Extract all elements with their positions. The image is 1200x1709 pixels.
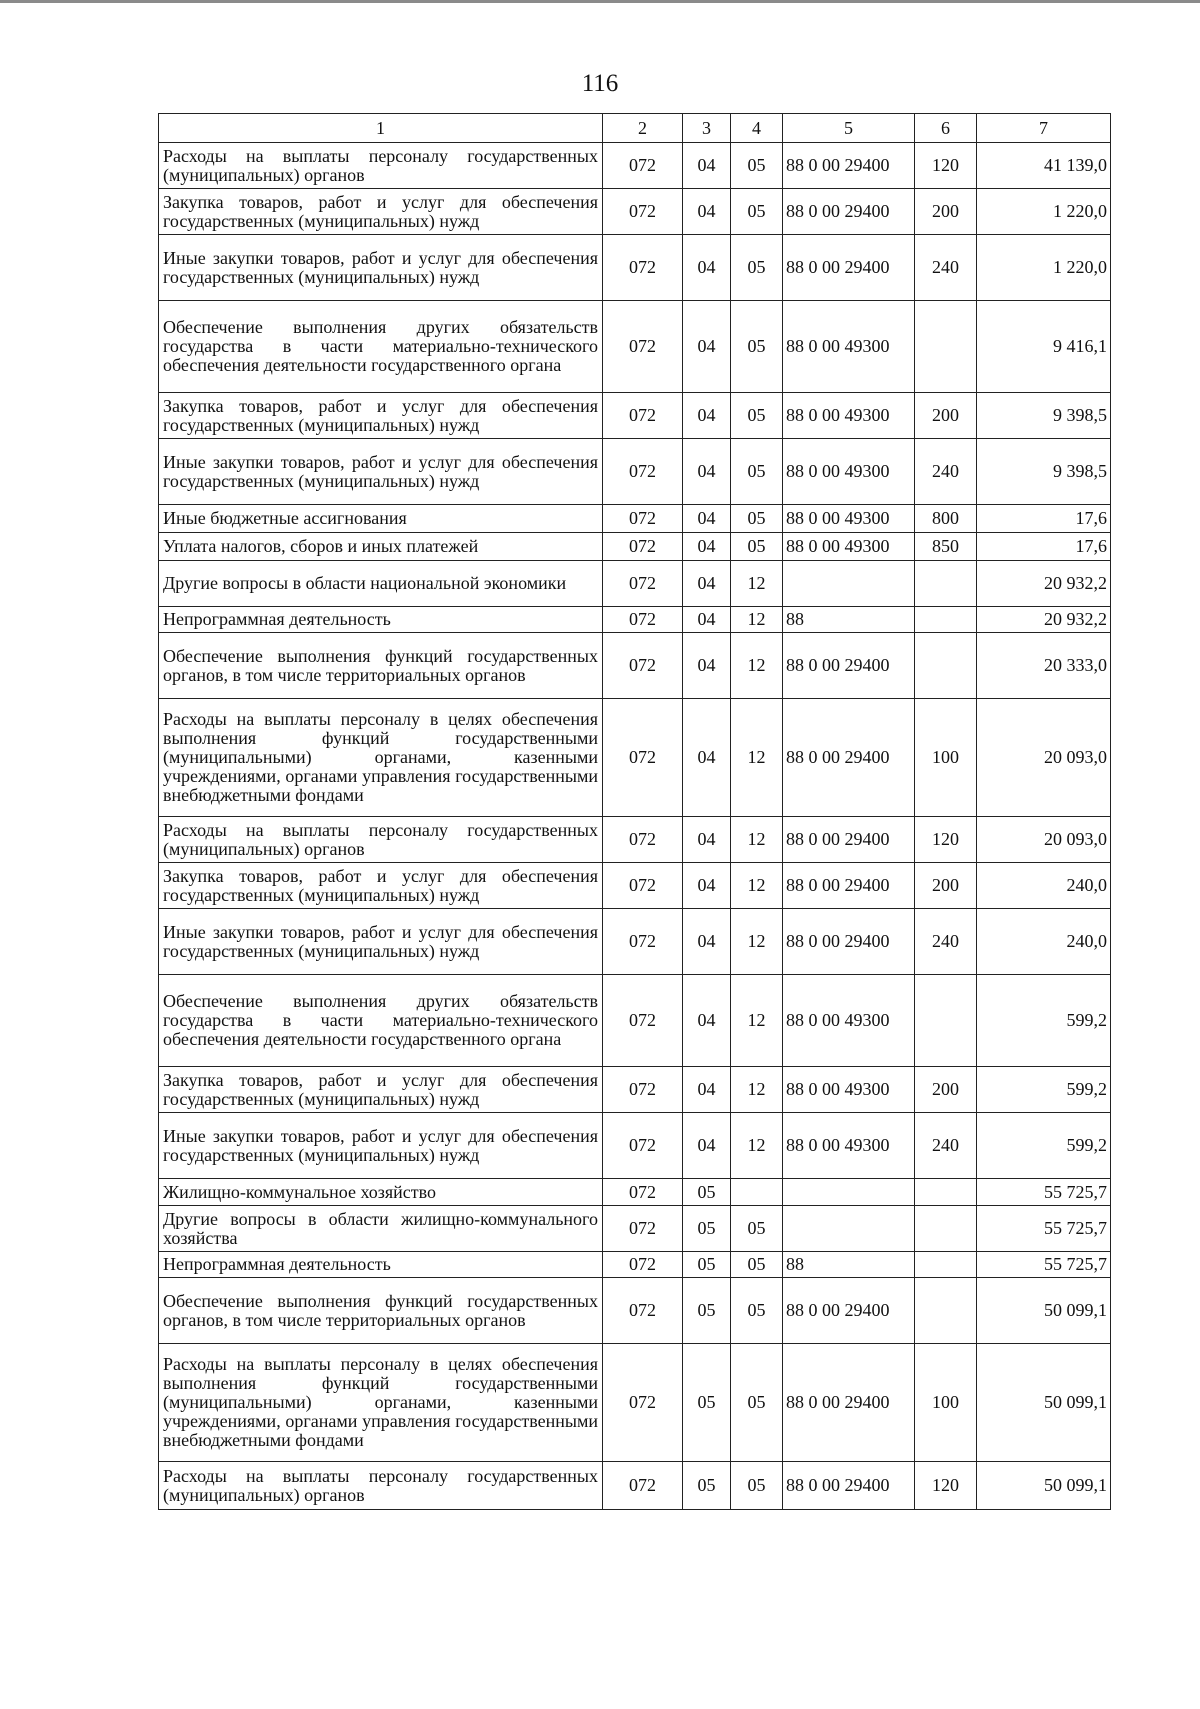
amount-cell: 240,0: [977, 863, 1111, 909]
row-name-cell: Закупка товаров, работ и услуг для обеспечения государственных (муниципальных) нужд: [159, 189, 603, 235]
row-name-cell: Расходы на выплаты персоналу в целях обеспечения выполнения функций государственными (муниципальными) органами, казенными учреждениями, органами управления государственными внебюджетными фондами: [159, 1344, 603, 1462]
row-name-cell: Расходы на выплаты персоналу государственных (муниципальных) органов: [159, 1462, 603, 1510]
table-row: [159, 909, 1111, 975]
subsection-code-cell: 05: [731, 505, 783, 533]
top-border-line: [0, 0, 1200, 3]
ministry-code-cell: 072: [603, 1252, 683, 1278]
expense-type-cell: 200: [915, 863, 977, 909]
row-name-cell: Обеспечение выполнения функций государственных органов, в том числе территориальных органов: [159, 633, 603, 699]
amount-cell: 240,0: [977, 909, 1111, 975]
amount-cell: 41 139,0: [977, 143, 1111, 189]
expense-type-cell: [915, 1179, 977, 1206]
target-article-cell: 88 0 00 29400: [783, 909, 915, 975]
table-row: [159, 817, 1111, 863]
table-row: [159, 863, 1111, 909]
subsection-code-cell: 05: [731, 301, 783, 393]
table-row: [159, 1067, 1111, 1113]
column-header: 7: [977, 114, 1111, 143]
section-code-cell: 04: [683, 505, 731, 533]
subsection-code-cell: 12: [731, 607, 783, 633]
target-article-cell: 88 0 00 49300: [783, 1067, 915, 1113]
table-row: [159, 439, 1111, 505]
column-header: 2: [603, 114, 683, 143]
target-article-cell: 88 0 00 29400: [783, 1344, 915, 1462]
expense-type-cell: 200: [915, 393, 977, 439]
ministry-code-cell: 072: [603, 189, 683, 235]
amount-cell: 9 398,5: [977, 439, 1111, 505]
row-name-cell: Закупка товаров, работ и услуг для обеспечения государственных (муниципальных) нужд: [159, 1067, 603, 1113]
ministry-code-cell: 072: [603, 1067, 683, 1113]
expense-type-cell: 120: [915, 143, 977, 189]
table-row: [159, 1113, 1111, 1179]
target-article-cell: 88 0 00 49300: [783, 439, 915, 505]
ministry-code-cell: 072: [603, 1113, 683, 1179]
row-name-cell: Непрограммная деятельность: [159, 607, 603, 633]
expense-type-cell: [915, 561, 977, 607]
table-row: [159, 393, 1111, 439]
section-code-cell: 04: [683, 607, 731, 633]
ministry-code-cell: 072: [603, 863, 683, 909]
target-article-cell: 88 0 00 29400: [783, 863, 915, 909]
column-header: 5: [783, 114, 915, 143]
ministry-code-cell: 072: [603, 1278, 683, 1344]
amount-cell: 50 099,1: [977, 1344, 1111, 1462]
ministry-code-cell: 072: [603, 1206, 683, 1252]
subsection-code-cell: 12: [731, 1113, 783, 1179]
section-code-cell: 05: [683, 1278, 731, 1344]
row-name-cell: Иные закупки товаров, работ и услуг для обеспечения государственных (муниципальных) нужд: [159, 439, 603, 505]
target-article-cell: 88 0 00 49300: [783, 1113, 915, 1179]
row-name-cell: Закупка товаров, работ и услуг для обеспечения государственных (муниципальных) нужд: [159, 863, 603, 909]
section-code-cell: 04: [683, 561, 731, 607]
expense-type-cell: 200: [915, 1067, 977, 1113]
expense-type-cell: 240: [915, 909, 977, 975]
row-name-cell: Жилищно-коммунальное хозяйство: [159, 1179, 603, 1206]
row-name-cell: Непрограммная деятельность: [159, 1252, 603, 1278]
expense-type-cell: [915, 633, 977, 699]
table-row: [159, 1344, 1111, 1462]
ministry-code-cell: 072: [603, 817, 683, 863]
amount-cell: 20 932,2: [977, 561, 1111, 607]
expense-type-cell: 200: [915, 189, 977, 235]
target-article-cell: [783, 561, 915, 607]
expense-type-cell: 240: [915, 235, 977, 301]
row-name-cell: Обеспечение выполнения других обязательств государства в части материально-технического обеспечения деятельности государственного органа: [159, 301, 603, 393]
row-name-cell: Иные закупки товаров, работ и услуг для обеспечения государственных (муниципальных) нужд: [159, 235, 603, 301]
target-article-cell: [783, 1179, 915, 1206]
row-name-cell: Обеспечение выполнения других обязательств государства в части материально-технического обеспечения деятельности государственного органа: [159, 975, 603, 1067]
subsection-code-cell: 05: [731, 1206, 783, 1252]
expense-type-cell: 240: [915, 439, 977, 505]
section-code-cell: 04: [683, 909, 731, 975]
section-code-cell: 04: [683, 189, 731, 235]
ministry-code-cell: 072: [603, 607, 683, 633]
row-name-cell: Другие вопросы в области национальной экономики: [159, 561, 603, 607]
expense-type-cell: [915, 975, 977, 1067]
subsection-code-cell: 05: [731, 235, 783, 301]
amount-cell: 599,2: [977, 1113, 1111, 1179]
section-code-cell: 04: [683, 533, 731, 561]
target-article-cell: 88 0 00 29400: [783, 817, 915, 863]
section-code-cell: 05: [683, 1462, 731, 1510]
expense-type-cell: 120: [915, 1462, 977, 1510]
subsection-code-cell: 05: [731, 189, 783, 235]
section-code-cell: 05: [683, 1206, 731, 1252]
amount-cell: 599,2: [977, 975, 1111, 1067]
table-row: [159, 633, 1111, 699]
amount-cell: 1 220,0: [977, 189, 1111, 235]
target-article-cell: 88 0 00 49300: [783, 393, 915, 439]
subsection-code-cell: [731, 1179, 783, 1206]
ministry-code-cell: 072: [603, 505, 683, 533]
expense-type-cell: [915, 1206, 977, 1252]
column-header: 4: [731, 114, 783, 143]
target-article-cell: 88 0 00 29400: [783, 1278, 915, 1344]
target-article-cell: 88 0 00 29400: [783, 143, 915, 189]
subsection-code-cell: 05: [731, 393, 783, 439]
ministry-code-cell: 072: [603, 699, 683, 817]
section-code-cell: 04: [683, 633, 731, 699]
subsection-code-cell: 05: [731, 1252, 783, 1278]
ministry-code-cell: 072: [603, 235, 683, 301]
ministry-code-cell: 072: [603, 561, 683, 607]
subsection-code-cell: 05: [731, 143, 783, 189]
amount-cell: 50 099,1: [977, 1278, 1111, 1344]
amount-cell: 20 932,2: [977, 607, 1111, 633]
amount-cell: 55 725,7: [977, 1179, 1111, 1206]
row-name-cell: Иные бюджетные ассигнования: [159, 505, 603, 533]
table-row: [159, 607, 1111, 633]
amount-cell: 17,6: [977, 533, 1111, 561]
expense-type-cell: 100: [915, 1344, 977, 1462]
subsection-code-cell: 05: [731, 1462, 783, 1510]
row-name-cell: Расходы на выплаты персоналу в целях обеспечения выполнения функций государственными (муниципальными) органами, казенными учреждениями, органами управления государственными внебюджетными фондами: [159, 699, 603, 817]
table-row: [159, 1462, 1111, 1510]
table-row: [159, 143, 1111, 189]
amount-cell: 50 099,1: [977, 1462, 1111, 1510]
table-row: [159, 189, 1111, 235]
target-article-cell: 88 0 00 49300: [783, 975, 915, 1067]
amount-cell: 1 220,0: [977, 235, 1111, 301]
expense-type-cell: [915, 607, 977, 633]
subsection-code-cell: 05: [731, 439, 783, 505]
table-row: [159, 301, 1111, 393]
expense-type-cell: [915, 301, 977, 393]
subsection-code-cell: 12: [731, 633, 783, 699]
expense-type-cell: 800: [915, 505, 977, 533]
amount-cell: 9 416,1: [977, 301, 1111, 393]
amount-cell: 17,6: [977, 505, 1111, 533]
subsection-code-cell: 12: [731, 561, 783, 607]
ministry-code-cell: 072: [603, 533, 683, 561]
ministry-code-cell: 072: [603, 975, 683, 1067]
table-row: [159, 561, 1111, 607]
ministry-code-cell: 072: [603, 1179, 683, 1206]
subsection-code-cell: 12: [731, 699, 783, 817]
section-code-cell: 05: [683, 1252, 731, 1278]
table-row: [159, 1206, 1111, 1252]
row-name-cell: Другие вопросы в области жилищно-коммунального хозяйства: [159, 1206, 603, 1252]
subsection-code-cell: 05: [731, 1344, 783, 1462]
subsection-code-cell: 12: [731, 817, 783, 863]
page-number: 116: [581, 70, 619, 97]
row-name-cell: Иные закупки товаров, работ и услуг для обеспечения государственных (муниципальных) нужд: [159, 909, 603, 975]
table-row: [159, 1252, 1111, 1278]
subsection-code-cell: 12: [731, 1067, 783, 1113]
expense-type-cell: [915, 1252, 977, 1278]
amount-cell: 55 725,7: [977, 1252, 1111, 1278]
expense-type-cell: 120: [915, 817, 977, 863]
expense-type-cell: [915, 1278, 977, 1344]
row-name-cell: Расходы на выплаты персоналу государственных (муниципальных) органов: [159, 143, 603, 189]
amount-cell: 9 398,5: [977, 393, 1111, 439]
amount-cell: 20 333,0: [977, 633, 1111, 699]
subsection-code-cell: 12: [731, 975, 783, 1067]
table-header-row: [159, 114, 1111, 143]
section-code-cell: 04: [683, 1113, 731, 1179]
row-name-cell: Закупка товаров, работ и услуг для обеспечения государственных (муниципальных) нужд: [159, 393, 603, 439]
row-name-cell: Расходы на выплаты персоналу государственных (муниципальных) органов: [159, 817, 603, 863]
section-code-cell: 04: [683, 1067, 731, 1113]
table-row: [159, 505, 1111, 533]
target-article-cell: 88 0 00 49300: [783, 301, 915, 393]
table-row: [159, 699, 1111, 817]
ministry-code-cell: 072: [603, 1462, 683, 1510]
section-code-cell: 04: [683, 439, 731, 505]
ministry-code-cell: 072: [603, 909, 683, 975]
budget-table: [158, 113, 1111, 1510]
ministry-code-cell: 072: [603, 633, 683, 699]
table-row: [159, 975, 1111, 1067]
table-row: [159, 1278, 1111, 1344]
subsection-code-cell: 12: [731, 863, 783, 909]
target-article-cell: 88: [783, 1252, 915, 1278]
ministry-code-cell: 072: [603, 439, 683, 505]
section-code-cell: 04: [683, 235, 731, 301]
ministry-code-cell: 072: [603, 393, 683, 439]
expense-type-cell: 240: [915, 1113, 977, 1179]
target-article-cell: 88 0 00 29400: [783, 235, 915, 301]
ministry-code-cell: 072: [603, 143, 683, 189]
section-code-cell: 04: [683, 301, 731, 393]
subsection-code-cell: 12: [731, 909, 783, 975]
section-code-cell: 04: [683, 143, 731, 189]
amount-cell: 20 093,0: [977, 817, 1111, 863]
amount-cell: 55 725,7: [977, 1206, 1111, 1252]
section-code-cell: 04: [683, 699, 731, 817]
subsection-code-cell: 05: [731, 1278, 783, 1344]
target-article-cell: 88: [783, 607, 915, 633]
amount-cell: 20 093,0: [977, 699, 1111, 817]
target-article-cell: 88 0 00 29400: [783, 189, 915, 235]
ministry-code-cell: 072: [603, 1344, 683, 1462]
section-code-cell: 04: [683, 817, 731, 863]
column-header: 1: [159, 114, 603, 143]
target-article-cell: 88 0 00 49300: [783, 505, 915, 533]
target-article-cell: 88 0 00 49300: [783, 533, 915, 561]
target-article-cell: 88 0 00 29400: [783, 699, 915, 817]
column-header: 6: [915, 114, 977, 143]
section-code-cell: 05: [683, 1179, 731, 1206]
section-code-cell: 05: [683, 1344, 731, 1462]
section-code-cell: 04: [683, 975, 731, 1067]
table-row: [159, 235, 1111, 301]
row-name-cell: Уплата налогов, сборов и иных платежей: [159, 533, 603, 561]
target-article-cell: 88 0 00 29400: [783, 1462, 915, 1510]
amount-cell: 599,2: [977, 1067, 1111, 1113]
section-code-cell: 04: [683, 863, 731, 909]
subsection-code-cell: 05: [731, 533, 783, 561]
target-article-cell: [783, 1206, 915, 1252]
expense-type-cell: 100: [915, 699, 977, 817]
ministry-code-cell: 072: [603, 301, 683, 393]
column-header: 3: [683, 114, 731, 143]
table-row: [159, 1179, 1111, 1206]
section-code-cell: 04: [683, 393, 731, 439]
target-article-cell: 88 0 00 29400: [783, 633, 915, 699]
row-name-cell: Обеспечение выполнения функций государственных органов, в том числе территориальных органов: [159, 1278, 603, 1344]
table-row: [159, 533, 1111, 561]
row-name-cell: Иные закупки товаров, работ и услуг для обеспечения государственных (муниципальных) нужд: [159, 1113, 603, 1179]
expense-type-cell: 850: [915, 533, 977, 561]
